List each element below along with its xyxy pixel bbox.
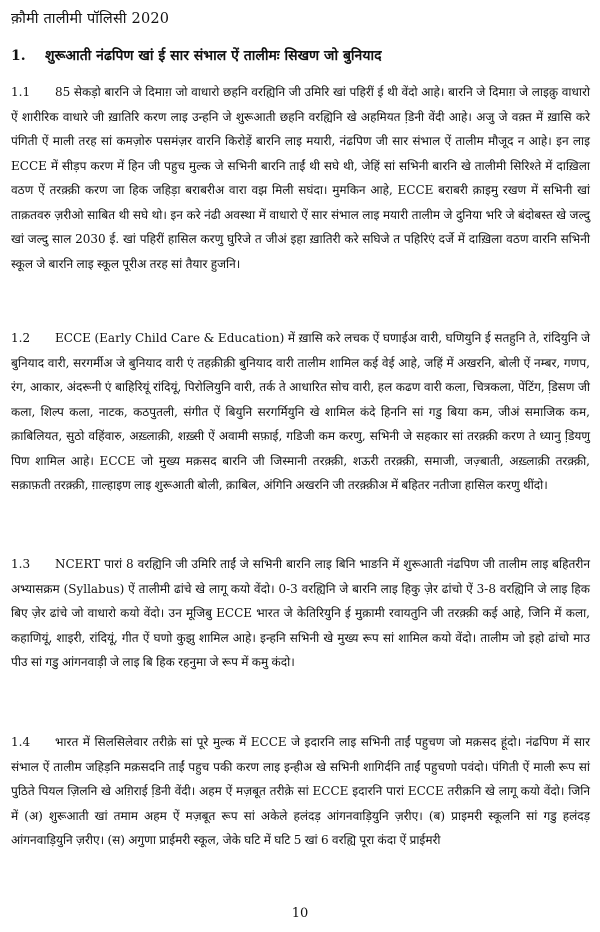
- paragraph-text: NCERT पारां 8 वरह्यिनि जी उमिरि ताईं जे सभिनी बारनि लाइ बिनि भाङनि में शुरूआती नंढपिण जी तालीम लाइ बहितरीन अभ्यासक्रम (Syllabus) ऐं तालीमी ढांचे खे लागू कयो वेंदो। 0-3 वरह्यिनि जे बारनि लाइ हिकु ज़ेर ढांचो ऐं 3-8 वरह्यिनि जे लाइ हिक बिए ज़ेर ढांचे जो वाधारो कयो वेंदो। उन मूजिबु ECCE भारत जे केतिरियुनि ई मुक़ामी रवायतुनि जी तरक़्क़ी कई आहे, जिनि में कला, कहाणियूं, शाइरी, रांदियूं, गीत ऐं घणो कुझु शामिल आहे। इन्हनि सभिनी खे मुख्य रूप सां शामिल कयो वेंदो। तालीम जो इहो ढांचो माउ पीउ सां गडु आंगनवाड़ी जे लाइ बि हिक रहनुमा जे रूप में कमु कंदो।: [11, 557, 590, 669]
- page-number: 10: [291, 906, 309, 921]
- section-heading: [11, 46, 591, 65]
- paragraph-1-3: [11, 552, 590, 675]
- paragraph-number: 1.3: [11, 557, 31, 571]
- paragraph-1-4: [11, 730, 590, 853]
- paragraph-number: 1.2: [11, 331, 31, 345]
- paragraph-number: 1.4: [11, 735, 31, 749]
- paragraph-text: 85 सेकड़ो बारनि जे दिमाग़ जो वाधारो छहनि वरह्यिनि जी उमिरि खां पहिरीं ई थी वेंदो आहे। बारनि जे दिमाग़ जे लाइक़ु वाधारो ऐं शारीरिक वाधारे जी ख़ातिरि करण लाइ उन्हनि जे शुरूआती छहनि वरह्यिनि खे अहमियत डि़नी वेंदी आहे। अजु जे वक़्त में ख़ासि करे पंगिती ऐं माली तरह सां कमज़ोरु पसमंज़र वारनि किरोड़ें बारनि लाइ मयारी, नंढपिण जी सार संभाल ऐं तालीम मौजूद न आहे। इन लाइ ECCE में सीड़प करण में हिन जी पहुच मुल्क जे सभिनी बारनि ताईं थी सघे थी, जेहिं सां सभिनी बारनि खे तालीमी सिरिश्ते में दाख़िला वठण ऐं तरक़्क़ी करण जा हिक जहिड़ा बराबरीअ वारा वझ मिली सघंदा। मुमकिन आहे, ECCE बराबरी क़ाइमु रखण में सभिनी खां ताक़तवरु ज़रीओ साबित थी सघे थो। इन करे नंढी अवस्था में वाधारो ऐं सार संभाल लाइ मयारी तालीम जे दुनिया भरि जे बंदोबस्त खे जल्दु खां जल्दु साल 2030 ई. खां पहिरीं हासिल करणु घुरिजे त जीअं इहा ख़ातिरी करे सघिजे त पहिरिएं दर्जे में दाख़िला वठण वारनि सभिनी स्कूल जे बारनि लाइ स्कूल पूरीअ तरह सां तैयार हुजनि।: [11, 85, 590, 271]
- section-title: शुरूआती नंढपिण खां ई सार संभाल ऐं तालीमः सिखण जो बुनियाद: [45, 48, 382, 64]
- paragraph-text: ECCE (Early Child Care & Education) में ख़ासि करे लचक ऐं घणाईअ वारी, घणियुनि ई सतहुनि ते, रांदियुनि जे बुनियाद वारी, सरगर्मीअ जे बुनियाद वारी एं तहक़ीक़ी बुनियाद वारी तालीम शामिल कई वेई आहे, जहिं में अखरनि, बोली ऐं नम्बर, गणप, रंग, आकार, अंदरूनी एं बाहिरियूं रांदियूं, पिरोलियुनि वारी, तर्क ते आधारित सोच वारी, हल कढण वारी कला, चित्रकला, पेंटिंग, डि़सण जी कला, शिल्प कला, नाटक, कठपुतली, संगीत ऐं बियुनि सरगर्मियुनि खे शामिल कंदे हिननि सां गडु बिया कम, जीअं समाजिक कम, क़ाबिलियत, सुठो वहिंवारु, अख़्लाक़ी, शख़्सी ऐं अवामी सफ़ाई, गडिजी कम करणु, सभिनी जे सहकार सां तरक़्क़ी करण ते ध्यानु डि़यणु पिण शामिल आहे। ECCE जो मुख्य मक़सद बारनि जी जिस्मानी तरक़्क़ी, शऊरी तरक़्क़ी, समाजी, जज़्बाती, अख़्लाक़ी तरक़्क़ी, सक़ाफ़ती तरक़्क़ी, ग़ाल्हाइण लाइ शुरूआती बोली, क़ाबिल, अंगिनि अखरनि जी तरक़्क़ीअ में बहितर नतीजा हासिल करणु थींदो।: [11, 331, 590, 492]
- running-title: क़ौमी तालीमी पॉलिसी 2020: [11, 11, 170, 27]
- paragraph-1-1: [11, 80, 590, 276]
- paragraph-number: 1.1: [11, 85, 31, 99]
- section-number: 1.: [11, 48, 26, 64]
- paragraph-1-2: [11, 326, 590, 498]
- paragraph-text: भारत में सिलसिलेवार तरीक़े सां पूरे मुल्क में ECCE जे इदारनि लाइ सभिनी ताईं पहुचण जो मक़सद हूंदो। नंढपिण में सार संभाल ऐं तालीम जहिड़नि मक़सदनि ताईं पहुच पकी करण लाइ इन्हीअ खे सभिनी शागिर्दनि ताईं पहुचणो पवंदो। पंगिती ऐं माली रूप सां पुठिते पियल ज़िलनि खे अग़िराई डि़नी वेंदी। अहम ऐं मज़बूत तरीक़े सां ECCE इदारनि पारां ECCE तरीक़नि खे लागू कयो वेंदो। जिनि में (अ) शुरूआती खां तमाम अहम ऐं मज़बूत रूप सां अकेले हलंदड़ आंगनवाड़ियुनि ज़रीए। (ब) प्राइमरी स्कूलनि सां गडु हलंदड़ आंगनवाड़ियुनि ज़रीए। (स) अगुणा प्राईमरी स्कूल, जेके घटि में घटि 5 खां 6 वरह्यि पूरा कंदा ऐं प्राईमरी: [11, 735, 590, 847]
